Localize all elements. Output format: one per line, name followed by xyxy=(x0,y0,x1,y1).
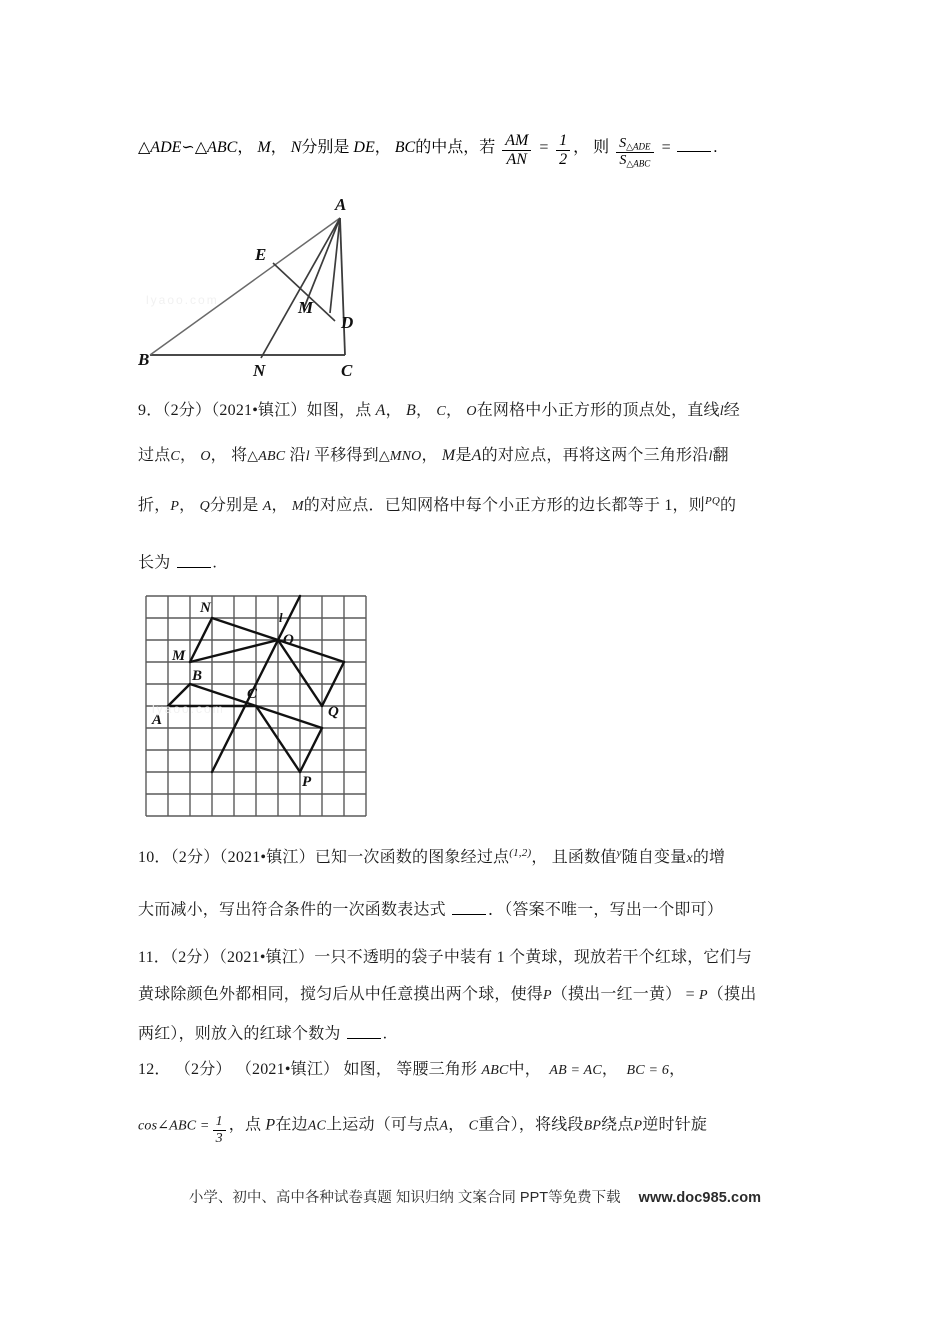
q12-text-2c: 上运动（可与点 xyxy=(326,1116,440,1134)
q9-c4: ， xyxy=(179,447,197,464)
q8-answer-blank[interactable] xyxy=(677,137,711,152)
label-e: E xyxy=(255,245,267,264)
question-8 xyxy=(138,100,838,170)
q9-point-a-2: A xyxy=(471,447,482,464)
q9-line-l-3: l xyxy=(708,449,713,464)
q12-c3: ， xyxy=(448,1116,465,1134)
q9-segment-pq: PQ xyxy=(704,495,721,507)
q11-answer-blank[interactable] xyxy=(347,1024,381,1039)
q9-c5: ， xyxy=(210,447,227,464)
q11-prob-p2: P xyxy=(699,988,708,1003)
figure-triangle-ade-abc xyxy=(138,188,438,388)
q9-point-c-2: C xyxy=(170,449,180,464)
q12-segment-ac: AC xyxy=(307,1118,327,1134)
q12-text-1c: 中， xyxy=(508,1061,541,1078)
q8-text-1: 分别是 xyxy=(301,138,350,156)
q9-text-2c: 沿 xyxy=(289,447,306,464)
q8-ratio-denominator: AN xyxy=(502,150,531,169)
q8-segment-bc: BC xyxy=(394,138,416,156)
q8-half-denominator: 2 xyxy=(556,150,570,169)
q8-area-numerator xyxy=(616,136,653,152)
q9-c2: ， xyxy=(416,402,433,419)
q11-text-3a: 两红），则放入的红球个数为 xyxy=(138,1025,341,1043)
q9-point-p: P xyxy=(170,499,180,515)
q9-triangle-abc: △ABC xyxy=(247,449,286,464)
question-11-line-1 xyxy=(138,950,752,966)
question-12-line-1 xyxy=(138,1062,685,1078)
q8-area-num-s: S xyxy=(619,136,627,152)
q9-triangle-mno: △MNO xyxy=(378,449,422,464)
q8-point-m: M xyxy=(257,138,271,156)
label-m: M xyxy=(298,298,314,317)
q10-c1: ， xyxy=(531,849,548,867)
q10-text-1d: 的增 xyxy=(692,849,726,867)
q12-text-2d: 重合），将线段 xyxy=(478,1116,584,1134)
q9-point-o: O xyxy=(466,404,477,419)
q9-text-2f: 的对应点，再将这两个三角形沿 xyxy=(481,447,709,464)
q12-text-2a: ，点 xyxy=(228,1116,262,1134)
q8-comma-3: ， xyxy=(374,138,391,156)
q12-bc-value: BC = 6 xyxy=(626,1063,670,1078)
q12-source: （2021•镇江） xyxy=(235,1061,340,1078)
q8-value-half xyxy=(556,132,570,169)
q10-point-coordinate: (1,2) xyxy=(509,847,532,859)
question-9-line-2 xyxy=(138,448,729,464)
q9-text-1c: 经 xyxy=(723,402,740,419)
q11-text-2b: （摸出一红一黄） xyxy=(551,986,682,1003)
segment-a-to-c xyxy=(340,218,345,355)
grid-label-b: B xyxy=(192,668,203,684)
q8-area-den-s: S xyxy=(619,152,627,168)
q8-half-numerator: 1 xyxy=(559,132,568,149)
q8-ratio-numerator: AM xyxy=(505,132,529,149)
q11-score: （2分） xyxy=(170,949,219,966)
grid-label-n: N xyxy=(200,600,211,616)
q10-text-1c: 随自变量 xyxy=(621,849,687,867)
footer-text: 小学、初中、高中各种试卷真题 知识归纳 文案合同 PPT等免费下载 xyxy=(188,1190,621,1206)
q9-score: （2分） xyxy=(162,402,212,419)
page-footer xyxy=(0,1186,950,1207)
footer-website[interactable]: www.doc985.com xyxy=(638,1190,762,1206)
q12-text-1b: 等腰三角形 xyxy=(396,1061,478,1078)
grid-label-o: O xyxy=(283,632,294,648)
grid-label-q: Q xyxy=(328,704,339,720)
q8-area-ratio xyxy=(616,136,653,168)
q11-equals: = xyxy=(685,986,695,1003)
q12-cos-label: cos∠ABC = xyxy=(138,1118,210,1134)
segment-no xyxy=(212,618,278,640)
q9-text-2b: 将 xyxy=(231,447,248,464)
segment-b-to-a xyxy=(150,218,340,355)
q10-text-2b: （答案不唯一，写出一个即可） xyxy=(504,901,724,919)
q9-c6: ， xyxy=(421,447,438,464)
label-n: N xyxy=(253,361,266,380)
q11-period: . xyxy=(382,1025,388,1043)
label-c: C xyxy=(341,361,353,380)
q9-point-a-3: A xyxy=(262,499,272,515)
q9-text-2a: 过点 xyxy=(138,447,171,464)
q8-equals-2: = xyxy=(660,138,672,156)
label-d: D xyxy=(341,313,354,332)
q12-cos-value xyxy=(213,1114,226,1146)
grid-label-c: C xyxy=(247,686,258,702)
question-9-line-1 xyxy=(138,403,740,419)
segment-c-to-reflected xyxy=(256,706,322,728)
q12-point-p-2: P xyxy=(633,1118,643,1134)
q9-point-c: C xyxy=(436,404,446,419)
question-12-line-2 xyxy=(138,1114,707,1146)
q9-period: . xyxy=(212,554,217,572)
q9-c7: ， xyxy=(179,497,196,515)
q12-text-2b: 在边 xyxy=(275,1116,308,1134)
q10-text-1a: 已知一次函数的图象经过点 xyxy=(314,849,510,867)
q11-text-2a: 黄球除颜色外都相同，搅匀后从中任意摸出两个球，使得 xyxy=(138,986,544,1003)
question-11-line-3 xyxy=(138,1024,387,1043)
q12-c2: ， xyxy=(669,1061,686,1078)
watermark-figure-8: lyaoo.com xyxy=(146,293,219,307)
q12-text-2e: 绕点 xyxy=(601,1116,634,1134)
label-a: A xyxy=(335,195,347,214)
q9-c1: ， xyxy=(385,402,402,419)
q10-answer-blank[interactable] xyxy=(452,900,486,915)
question-10-line-2 xyxy=(138,900,723,919)
triangle-svg xyxy=(138,188,438,388)
q8-area-num-sub: △ADE xyxy=(626,141,651,152)
grid-label-p: P xyxy=(302,774,312,790)
q10-text-1b: 且函数值 xyxy=(551,849,617,867)
q9-text-2e: 是 xyxy=(455,447,472,464)
q12-number: 12． xyxy=(138,1061,171,1078)
q9-text-2d: 平移得到 xyxy=(314,447,379,464)
q11-text-2c: （摸出 xyxy=(707,986,757,1003)
label-b: B xyxy=(138,350,150,369)
grid-label-line-l: l xyxy=(279,610,283,625)
q9-point-a: A xyxy=(375,402,386,419)
q8-period: . xyxy=(713,138,718,156)
q8-text-2: 的中点，若 xyxy=(415,138,496,156)
grid-label-m: M xyxy=(172,648,186,664)
q9-text-3b: 分别是 xyxy=(209,497,259,515)
q12-point-p: P xyxy=(265,1116,276,1134)
q9-text-4: 长为 xyxy=(138,554,171,572)
q10-period: ． xyxy=(488,901,505,919)
q12-triangle-abc: ABC xyxy=(481,1063,509,1078)
q9-line-l-1: l xyxy=(719,404,724,419)
q8-comma-2: ， xyxy=(270,138,287,156)
q11-number: 11． xyxy=(138,949,171,966)
q11-text-1: 一只不透明的袋子中装有 1 个黄球，现放若干个红球，它们与 xyxy=(314,949,753,966)
q10-number: 10． xyxy=(138,849,171,867)
question-9-line-3 xyxy=(138,496,736,514)
q9-answer-blank[interactable] xyxy=(177,553,211,568)
question-9-line-4 xyxy=(138,553,217,572)
q12-point-c: C xyxy=(468,1118,479,1134)
q9-text-3a: 折， xyxy=(138,497,171,515)
q10-var-y: y xyxy=(616,847,622,859)
q12-score: （2分） xyxy=(174,1061,232,1078)
q9-point-o-2: O xyxy=(200,449,211,464)
q9-text-1a: 如图，点 xyxy=(306,402,372,419)
q9-text-3d: 的 xyxy=(720,497,737,515)
question-8-line xyxy=(138,132,717,169)
q9-point-m-2: M xyxy=(291,499,304,515)
grid-label-a: A xyxy=(152,712,163,728)
q8-segment-de: DE xyxy=(353,138,375,156)
q9-text-2g: 翻 xyxy=(712,447,729,464)
question-10-line-1 xyxy=(138,848,725,866)
q8-equals-1: = xyxy=(538,138,550,156)
q10-score: （2分） xyxy=(170,849,220,867)
q10-var-x: x xyxy=(686,851,693,867)
q12-text-1a: 如图， xyxy=(343,1061,393,1078)
q12-cos-denominator: 3 xyxy=(213,1130,226,1147)
q9-text-1b: 在网格中小正方形的顶点处，直线 xyxy=(476,402,720,419)
q8-area-den-sub: △ABC xyxy=(626,158,651,169)
q10-text-2a: 大而减小，写出符合条件的一次函数表达式 xyxy=(138,901,446,919)
q9-text-3c: 的对应点．已知网格中每个小正方形的边长都等于 1，则 xyxy=(303,497,705,515)
q11-prob-p1: P xyxy=(543,988,552,1003)
q11-source: （2021•镇江） xyxy=(218,949,315,966)
q9-source: （2021•镇江） xyxy=(211,402,307,419)
q9-line-l-2: l xyxy=(305,449,310,464)
q9-c8: ， xyxy=(271,497,288,515)
q10-source: （2021•镇江） xyxy=(219,849,315,867)
q8-comma-4: ， xyxy=(573,138,590,156)
q12-segment-bp: BP xyxy=(583,1118,602,1134)
q9-point-q: Q xyxy=(199,499,210,515)
q12-cos-numerator: 1 xyxy=(215,1114,223,1129)
q8-comma-1: ， xyxy=(237,138,254,156)
q9-point-m: M xyxy=(441,447,456,464)
q8-point-n: N xyxy=(290,138,302,156)
question-11-line-2 xyxy=(138,987,756,1003)
q12-c1: ， xyxy=(601,1061,619,1078)
q8-text-3: 则 xyxy=(593,138,610,156)
q9-point-b: B xyxy=(406,402,417,419)
q8-ratio-am-an xyxy=(502,132,531,169)
q12-ab-equals-ac: AB = AC xyxy=(549,1063,602,1078)
q9-number: 9． xyxy=(138,402,163,419)
q8-area-denominator xyxy=(616,152,653,169)
q9-c3: ， xyxy=(445,402,463,419)
q12-text-2f: 逆时针旋 xyxy=(642,1116,708,1134)
q8-similar-triangles: △ADE∽△ABC xyxy=(138,138,238,156)
q12-point-a: A xyxy=(439,1118,449,1134)
watermark-figure-9: lyaoo.com xyxy=(152,702,225,716)
figure-grid-translation-reflection xyxy=(142,592,374,824)
